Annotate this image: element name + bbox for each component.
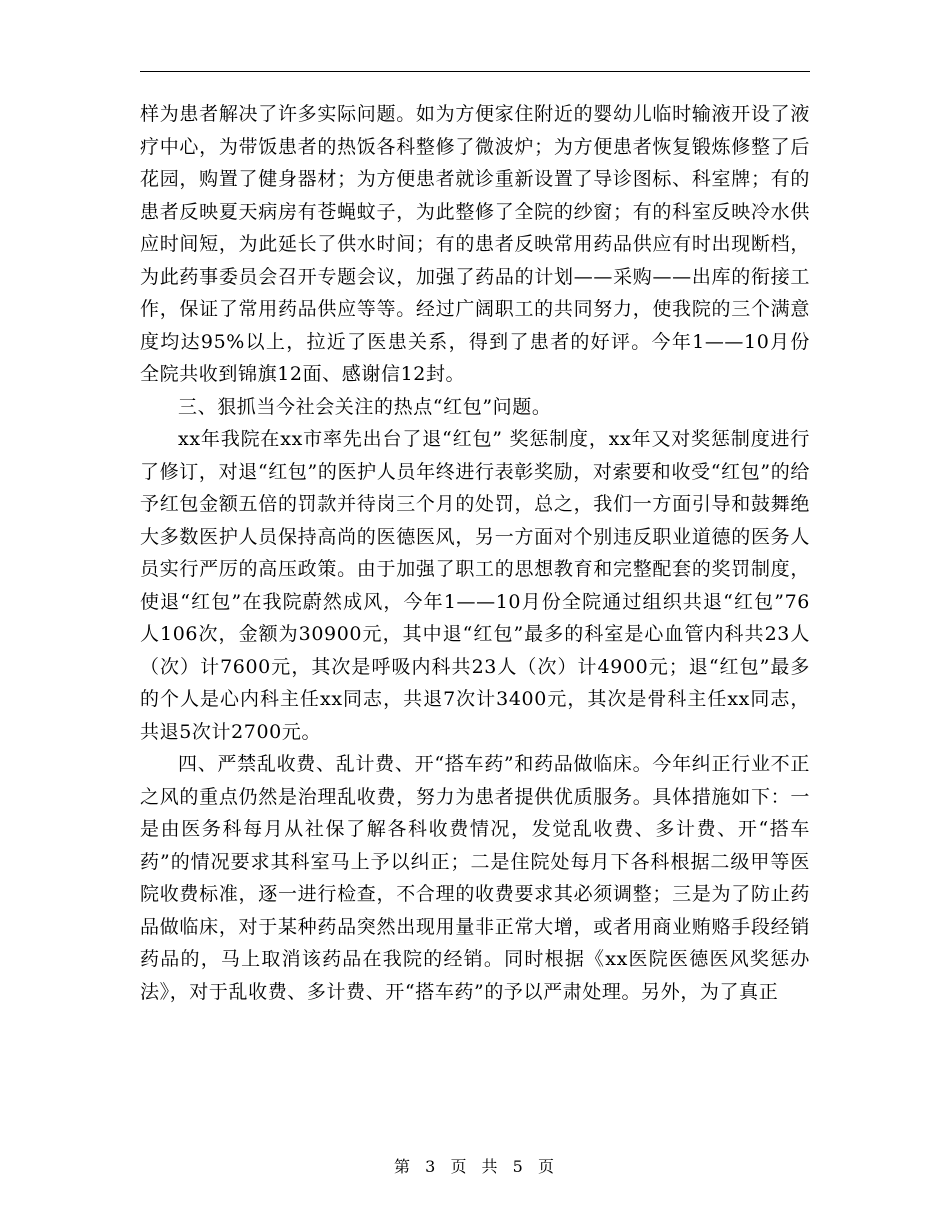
footer-current-page: 3 — [425, 1157, 438, 1176]
footer-total-word: 共 — [481, 1157, 500, 1176]
paragraph-red-envelope: xx年我院在xx市率先出台了退“红包” 奖惩制度，xx年又对奖惩制度进行了修订，对退“红包”的医护人员年终进行表彰奖励，对索要和收受“红包”的给予红包金额五倍的罚款并待岗三个月的处罚，总之，我们一方面引导和鼓舞绝大多数医护人员保持高尚的医德医风，另一方面对个别违反职业道德的医务人员实行严厉的高压政策。由于加强了职工的思想教育和完整配套的奖罚制度，使退“红包”在我院蔚然成风，今年1——10月份全院通过组织共退“红包”76人106次，金额为30900元，其中退“红包”最多的科室是心血管内科共23人（次）计7600元，其次是呼吸内科共23人（次）计4900元；退“红包”最多的个人是心内科主任xx同志，共退7次计3400元，其次是骨科主任xx同志，共退5次计2700元。 — [140, 428, 810, 743]
section-heading-4-paragraph: 四、严禁乱收费、乱计费、开“搭车药”和药品做临床。今年纠正行业不正之风的重点仍然是治理乱收费，努力为患者提供优质服务。具体措施如下：一是由医务科每月从社保了解各科收费情况，发觉乱收费、多计费、开“搭车药”的情况要求其科室马上予以纠正；二是住院处每月下各科根据二级甲等医院收费标准，逐一进行检查，不合理的收费要求其必须调整；三是为了防止药品做临床，对于某种药品突然出现用量非正常大增，或者用商业贿赂手段经销药品的，马上取消该药品在我院的经销。同时根据《xx医院医德医风奖惩办法》，对于乱收费、多计费、开“搭车药”的予以严肃处理。另外，为了真正 — [140, 753, 810, 1003]
footer-total-pages: 5 — [512, 1157, 525, 1176]
page-footer — [0, 1154, 950, 1177]
document-body — [140, 98, 810, 1008]
section-heading-3: 三、狠抓当今社会关注的热点“红包”问题。 — [178, 395, 552, 418]
footer-prefix: 第 — [394, 1157, 413, 1176]
header-rule — [140, 71, 810, 72]
paragraph-continuation: 样为患者解决了许多实际问题。如为方便家住附近的婴幼儿临时输液开设了液疗中心，为带饭患者的热饭各科整修了微波炉；为方便患者恢复锻炼修整了后花园，购置了健身器材；为方便患者就诊重新设置了导诊图标、科室牌；有的患者反映夏天病房有苍蝇蚊子，为此整修了全院的纱窗；有的科室反映冷水供应时间短，为此延长了供水时间；有的患者反映常用药品供应有时出现断档，为此药事委员会召开专题会议，加强了药品的计划——采购——出库的衔接工作，保证了常用药品供应等等。经过广阔职工的共同努力，使我院的三个满意度均达95%以上，拉近了医患关系，得到了患者的好评。今年1——10月份全院共收到锦旗12面、感谢信12封。 — [140, 103, 810, 385]
footer-page-word: 页 — [450, 1157, 469, 1176]
footer-suffix: 页 — [537, 1157, 556, 1176]
